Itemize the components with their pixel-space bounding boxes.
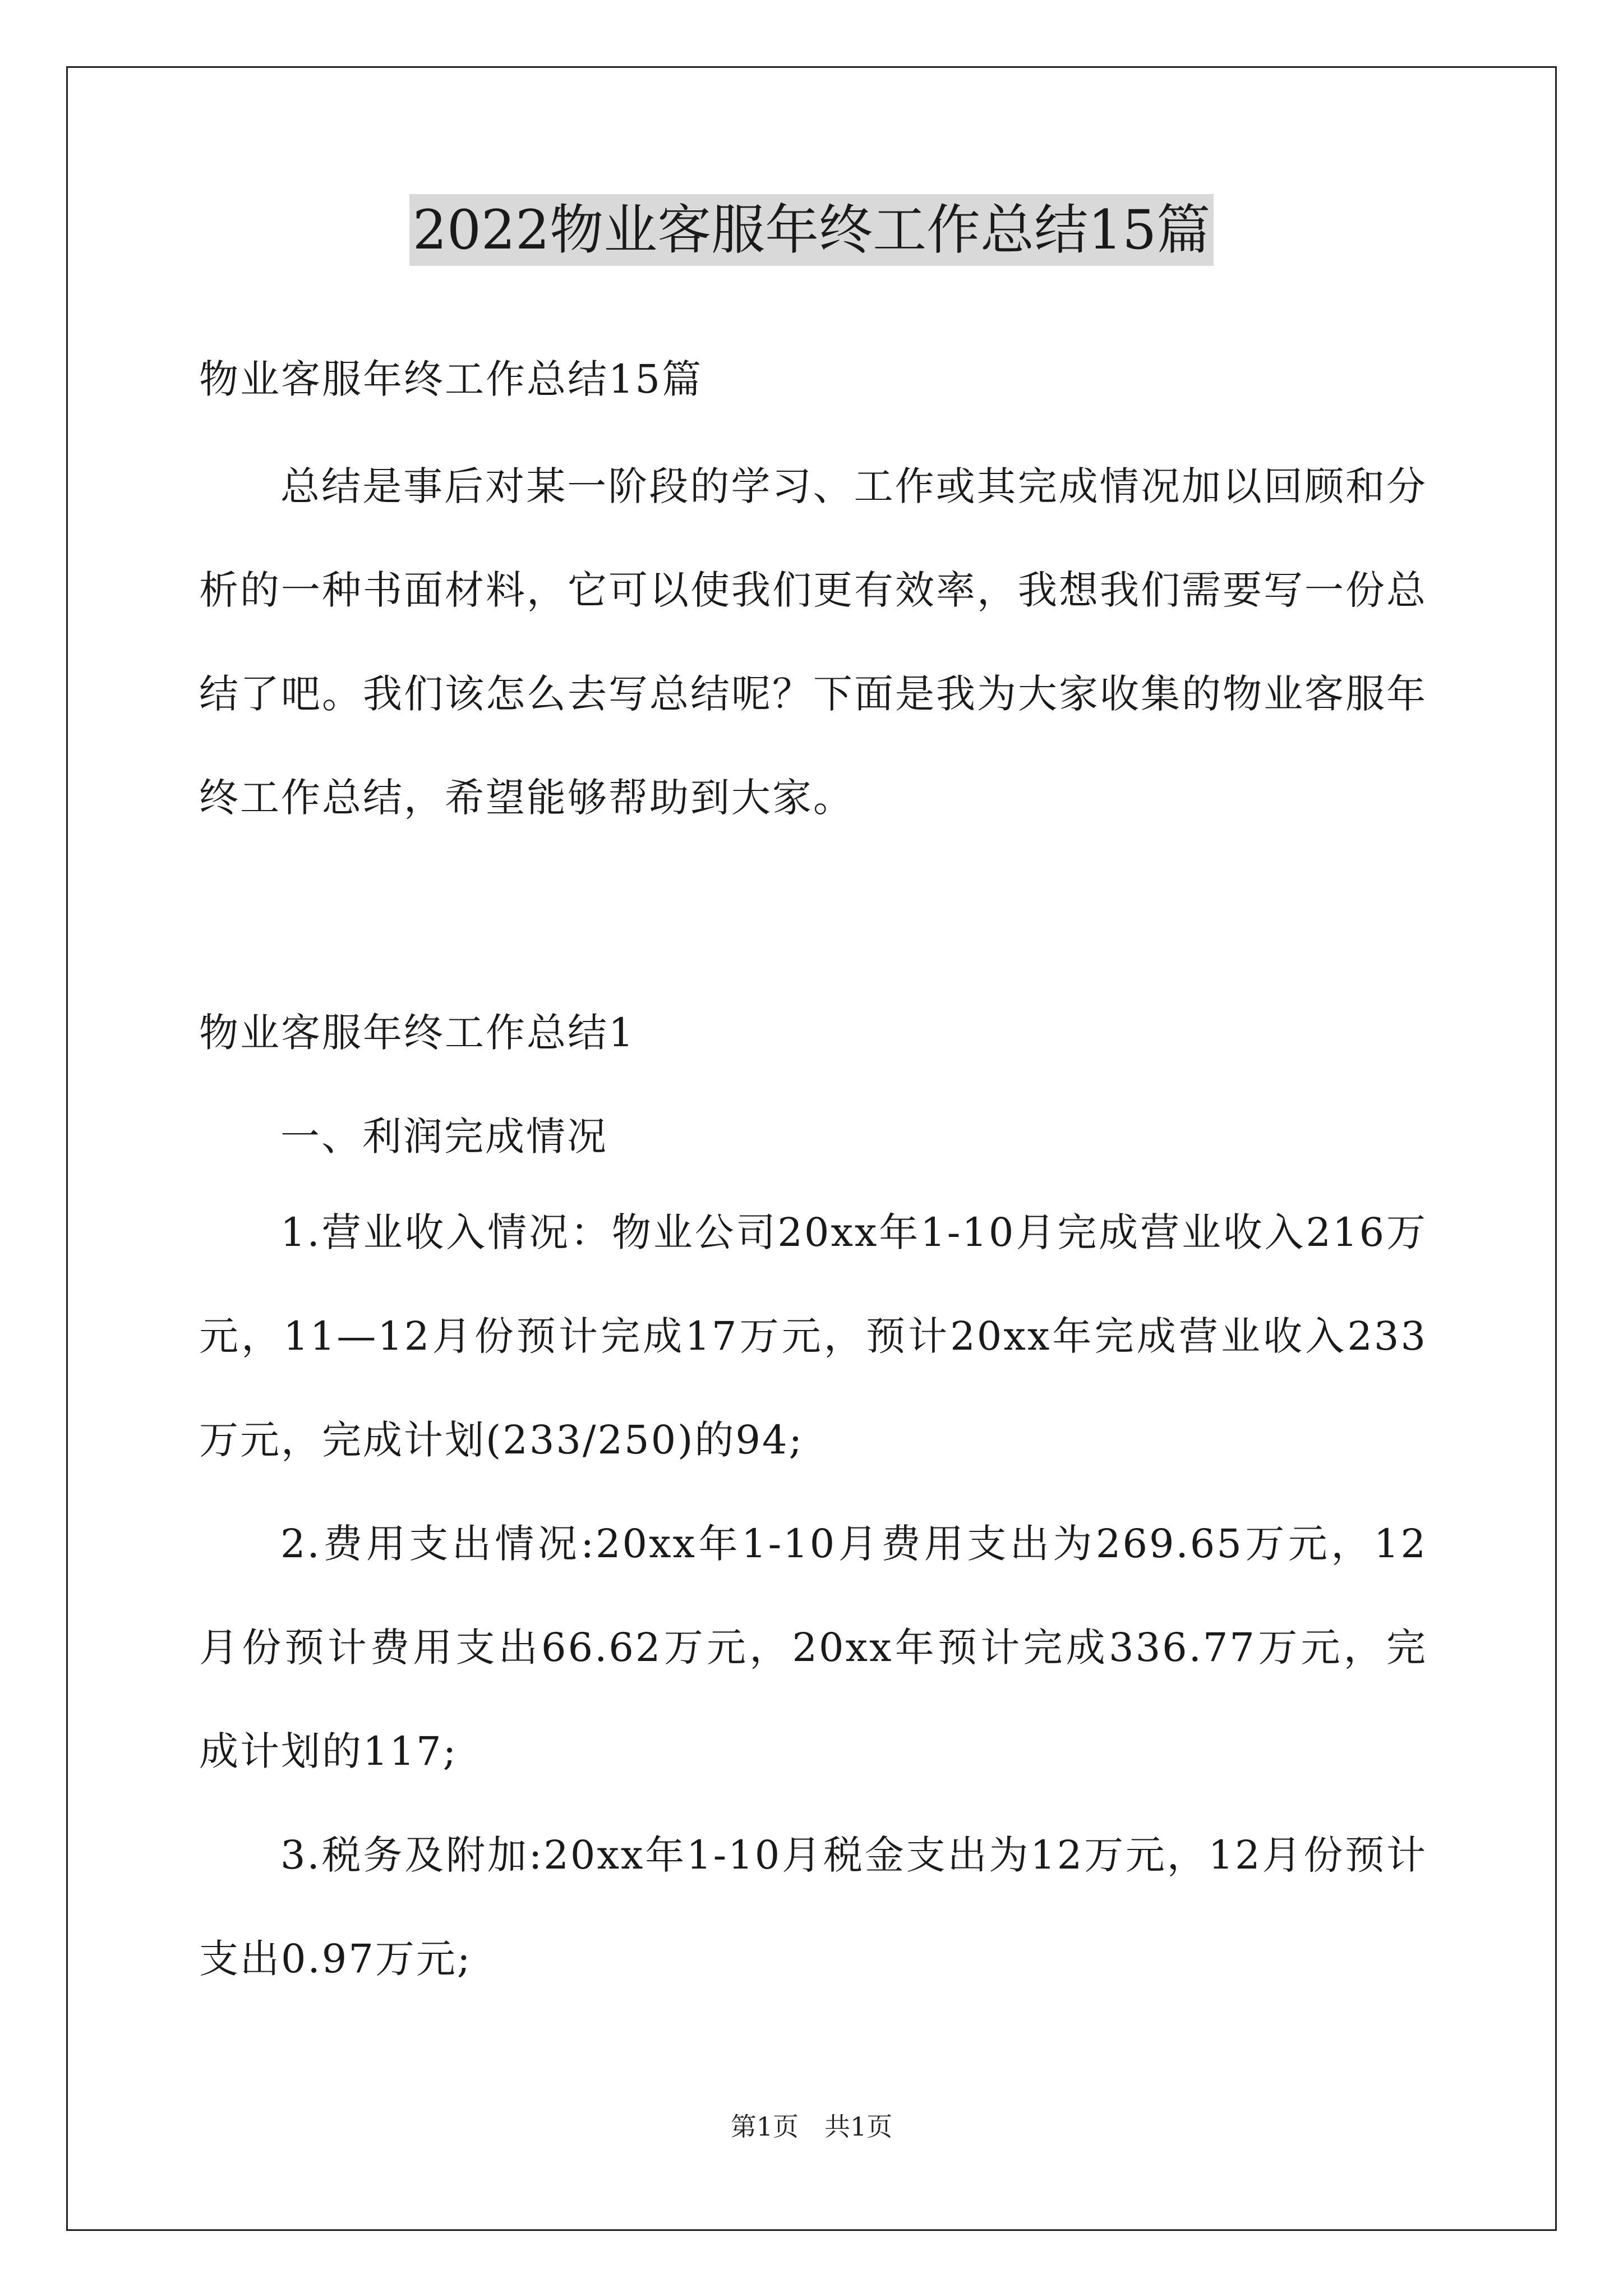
page-number: 第1页 共1页	[730, 2111, 893, 2142]
document-title	[0, 199, 1623, 261]
section-title: 物业客服年终工作总结1	[199, 1010, 635, 1056]
document-title-text: 2022物业客服年终工作总结15篇	[409, 194, 1214, 266]
item-revenue: 1.营业收入情况：物业公司20xx年1-10月完成营业收入216万元，11—12月份预计完成17万元，预计20xx年完成营业收入233万元，完成计划(233/250)的94;	[199, 1209, 1427, 1463]
item-tax: 3.税务及附加:20xx年1-10月税金支出为12万元，12月份预计支出0.97万元;	[199, 1832, 1427, 1982]
page-footer	[0, 2106, 1623, 2143]
subtitle: 物业客服年终工作总结15篇	[199, 356, 703, 402]
item-expenses: 2.费用支出情况:20xx年1-10月费用支出为269.65万元，12月份预计费用支出66.62万元，20xx年预计完成336.77万元，完成计划的117;	[199, 1521, 1427, 1774]
heading-profit: 一、利润完成情况	[280, 1114, 608, 1159]
intro-paragraph: 总结是事后对某一阶段的学习、工作或其完成情况加以回顾和分析的一种书面材料，它可以使我们更有效率，我想我们需要写一份总结了吧。我们该怎么去写总结呢？下面是我为大家收集的物业客服年终工作总结，希望能够帮助到大家。	[199, 463, 1427, 821]
